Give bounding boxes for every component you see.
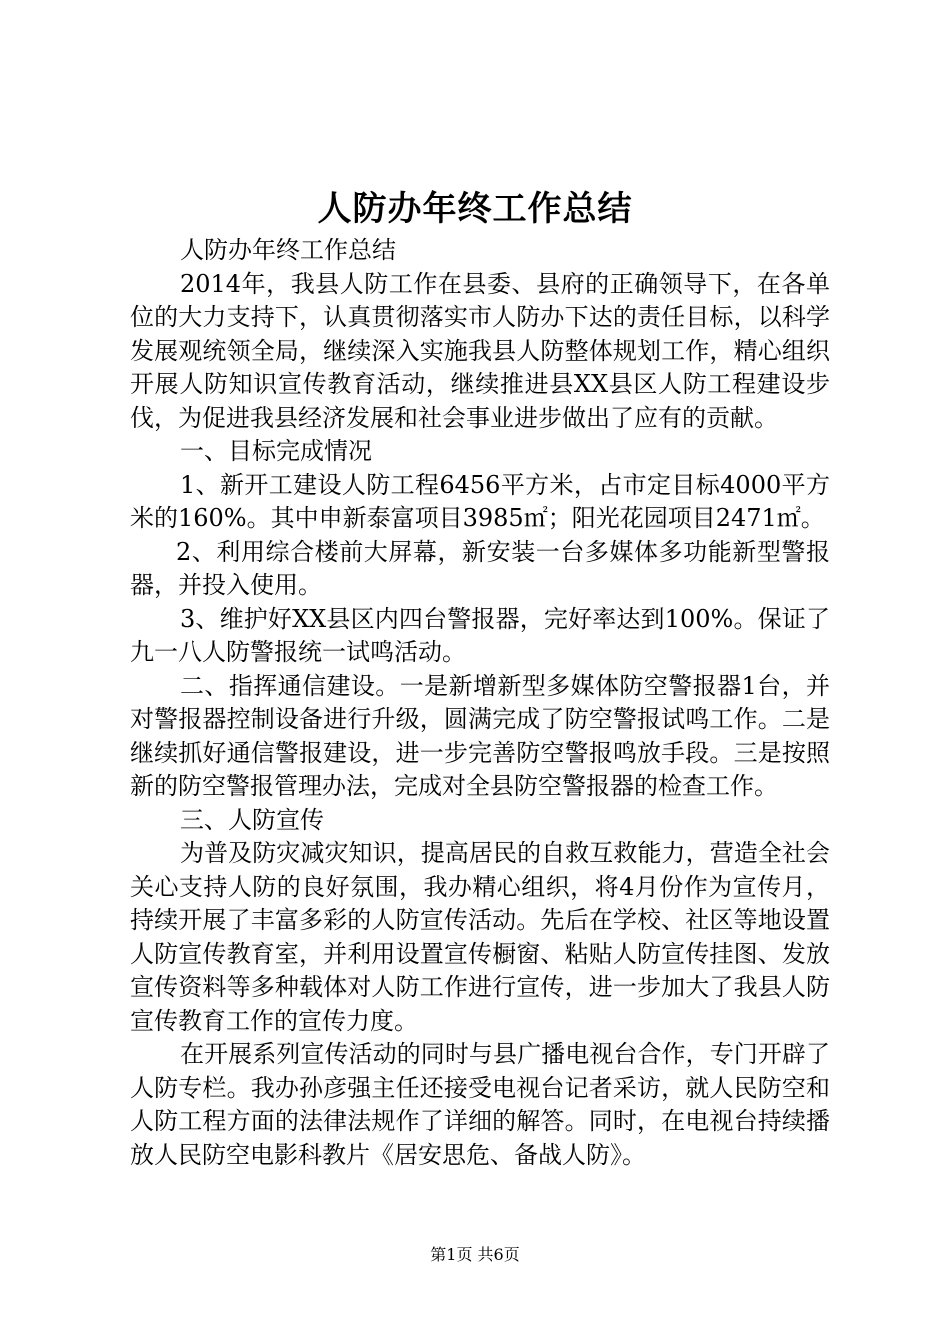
document-title: 人防办年终工作总结 xyxy=(317,189,633,229)
paragraph-publicity: 为普及防灾减灾知识，提高居民的自救互救能力，营造全社会关心支持人防的良好氛围，我办精心组织，将4月份作为宣传月，持续开展了丰富多彩的人防宣传活动。先后在学校、社区等地设置人防宣传教育室，并利用设置宣传橱窗、粘贴人防宣传挂图、发放宣传资料等多种载体对人防工作进行宣传，进一步加大了我县人防宣传教育工作的宣传力度。 xyxy=(130,839,830,1035)
paragraph-item-2: 2、利用综合楼前大屏幕，新安装一台多媒体多功能新型警报器，并投入使用。 xyxy=(130,537,830,599)
document-body xyxy=(130,234,830,1172)
page-number: 第1页 共6页 xyxy=(430,1245,520,1264)
paragraph-intro: 2014年，我县人防工作在县委、县府的正确领导下，在各单位的大力支持下，认真贯彻落实市人防办下达的责任目标，以科学发展观统领全局，继续深入实施我县人防整体规划工作，精心组织开展人防知识宣传教育活动，继续推进县XX县区人防工程建设步伐，为促进我县经济发展和社会事业进步做出了应有的贡献。 xyxy=(130,269,830,432)
paragraph-item-1: 1、新开工建设人防工程6456平方米，占市定目标4000平方米的160%。其中申新泰富项目3985㎡；阳光花园项目2471㎡。 xyxy=(130,470,830,532)
heading-section-1: 一、目标完成情况 xyxy=(180,437,372,465)
paragraph-section-2: 二、指挥通信建设。一是新增新型多媒体防空警报器1台，并对警报器控制设备进行升级，圆满完成了防空警报试鸣工作。二是继续抓好通信警报建设，进一步完善防空警报鸣放手段。三是按照新的防空警报管理办法，完成对全县防空警报器的检查工作。 xyxy=(130,671,830,800)
paragraph-tv-column: 在开展系列宣传活动的同时与县广播电视台合作，专门开辟了人防专栏。我办孙彦强主任还接受电视台记者采访，就人民防空和人防工程方面的法律法规作了详细的解答。同时，在电视台持续播放人民防空电影科教片《居安思危、备战人防》。 xyxy=(130,1040,830,1169)
heading-section-3: 三、人防宣传 xyxy=(180,805,324,834)
paragraph-item-3: 3、维护好XX县区内四台警报器，完好率达到100%。保证了九一八人防警报统一试鸣活动。 xyxy=(130,604,830,666)
paragraph-subtitle: 人防办年终工作总结 xyxy=(180,236,396,264)
